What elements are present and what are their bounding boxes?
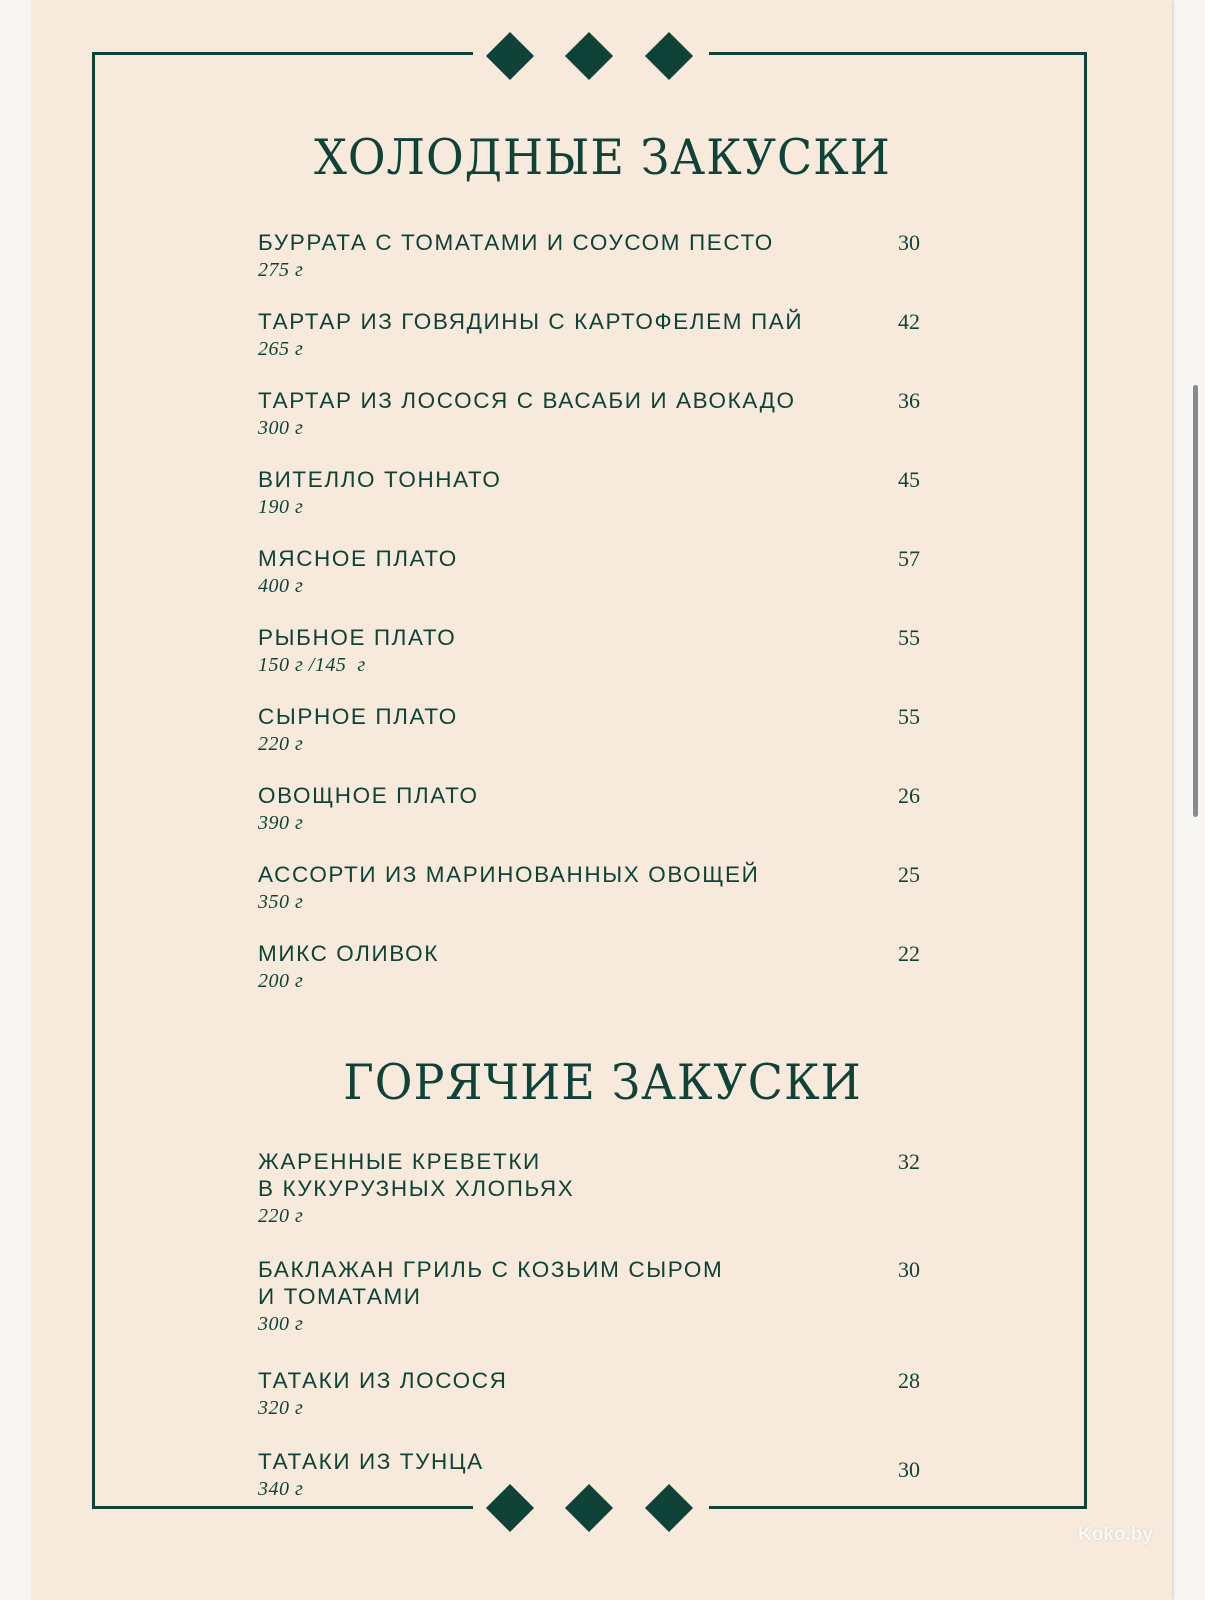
item-price: 42 — [898, 309, 920, 334]
menu-item — [258, 387, 958, 442]
item-name: МИКС ОЛИВОК — [258, 941, 439, 966]
menu-item — [258, 1448, 958, 1503]
item-price: 45 — [898, 467, 920, 492]
menu-item — [258, 1148, 958, 1230]
watermark: Koko.by — [1078, 1524, 1153, 1545]
frame-left-line — [92, 52, 95, 1509]
item-weight: 190 г — [258, 496, 304, 518]
diamond-ornament-icon — [486, 32, 534, 80]
item-name: ТАТАКИ ИЗ ЛОСОСЯ — [258, 1368, 508, 1393]
menu-item — [258, 861, 958, 916]
item-name: ОВОЩНОЕ ПЛАТО — [258, 783, 479, 808]
frame-top-right-line — [709, 52, 1087, 55]
item-price: 30 — [898, 1257, 920, 1282]
item-name: БУРРАТА С ТОМАТАМИ И СОУСОМ ПЕСТО — [258, 230, 774, 255]
item-name: БАКЛАЖАН ГРИЛЬ С КОЗЬИМ СЫРОМ — [258, 1257, 724, 1282]
item-name: ТАРТАР ИЗ ЛОСОСЯ С ВАСАБИ И АВОКАДО — [258, 388, 796, 413]
menu-item — [258, 308, 958, 363]
item-weight: 150 г /145 г — [258, 654, 366, 676]
item-name: ЖАРЕННЫЕ КРЕВЕТКИ — [258, 1149, 541, 1174]
item-name: МЯСНОЕ ПЛАТО — [258, 546, 458, 571]
item-price: 22 — [898, 941, 920, 966]
item-price: 32 — [898, 1149, 920, 1174]
item-price: 55 — [898, 704, 920, 729]
item-weight: 275 г — [258, 259, 304, 281]
item-price: 36 — [898, 388, 920, 413]
menu-item — [258, 1256, 958, 1338]
section-title-hot-appetizers: ГОРЯЧИЕ ЗАКУСКИ — [343, 1053, 862, 1111]
section-title-cold-appetizers: ХОЛОДНЫЕ ЗАКУСКИ — [314, 128, 891, 186]
item-price: 28 — [898, 1368, 920, 1393]
frame-right-line — [1084, 52, 1087, 1509]
item-weight: 400 г — [258, 575, 304, 597]
diamond-ornament-icon — [645, 32, 693, 80]
frame-top-left-line — [92, 52, 473, 55]
item-weight: 340 г — [258, 1478, 304, 1500]
item-weight: 300 г — [258, 1313, 304, 1335]
item-name: ВИТЕЛЛО ТОННАТО — [258, 467, 502, 492]
item-price: 26 — [898, 783, 920, 808]
item-name-line2: И ТОМАТАМИ — [258, 1284, 422, 1309]
item-weight: 265 г — [258, 338, 304, 360]
menu-item — [258, 624, 958, 679]
item-name: АССОРТИ ИЗ МАРИНОВАННЫХ ОВОЩЕЙ — [258, 862, 760, 887]
item-price: 57 — [898, 546, 920, 571]
menu-item — [258, 229, 958, 284]
item-weight: 200 г — [258, 970, 304, 992]
item-name: ТАТАКИ ИЗ ТУНЦА — [258, 1449, 484, 1474]
item-price: 30 — [898, 1457, 920, 1482]
menu-item — [258, 940, 958, 995]
item-name: ТАРТАР ИЗ ГОВЯДИНЫ С КАРТОФЕЛЕМ ПАЙ — [258, 309, 804, 334]
item-weight: 300 г — [258, 417, 304, 439]
item-price: 55 — [898, 625, 920, 650]
item-weight: 320 г — [258, 1397, 304, 1419]
frame-bottom-left-line — [92, 1506, 473, 1509]
item-price: 30 — [898, 230, 920, 255]
menu-item — [258, 1367, 958, 1422]
vertical-scrollbar[interactable] — [1193, 385, 1198, 817]
menu-item — [258, 466, 958, 521]
item-price: 25 — [898, 862, 920, 887]
item-name-line2: В КУКУРУЗНЫХ ХЛОПЬЯХ — [258, 1176, 575, 1201]
item-name: СЫРНОЕ ПЛАТО — [258, 704, 458, 729]
diamond-ornament-icon — [565, 32, 613, 80]
item-weight: 220 г — [258, 733, 304, 755]
item-weight: 390 г — [258, 812, 304, 834]
item-name: РЫБНОЕ ПЛАТО — [258, 625, 457, 650]
menu-item — [258, 782, 958, 837]
menu-item — [258, 703, 958, 758]
item-weight: 220 г — [258, 1205, 304, 1227]
menu-item — [258, 545, 958, 600]
frame-bottom-right-line — [709, 1506, 1087, 1509]
item-weight: 350 г — [258, 891, 304, 913]
